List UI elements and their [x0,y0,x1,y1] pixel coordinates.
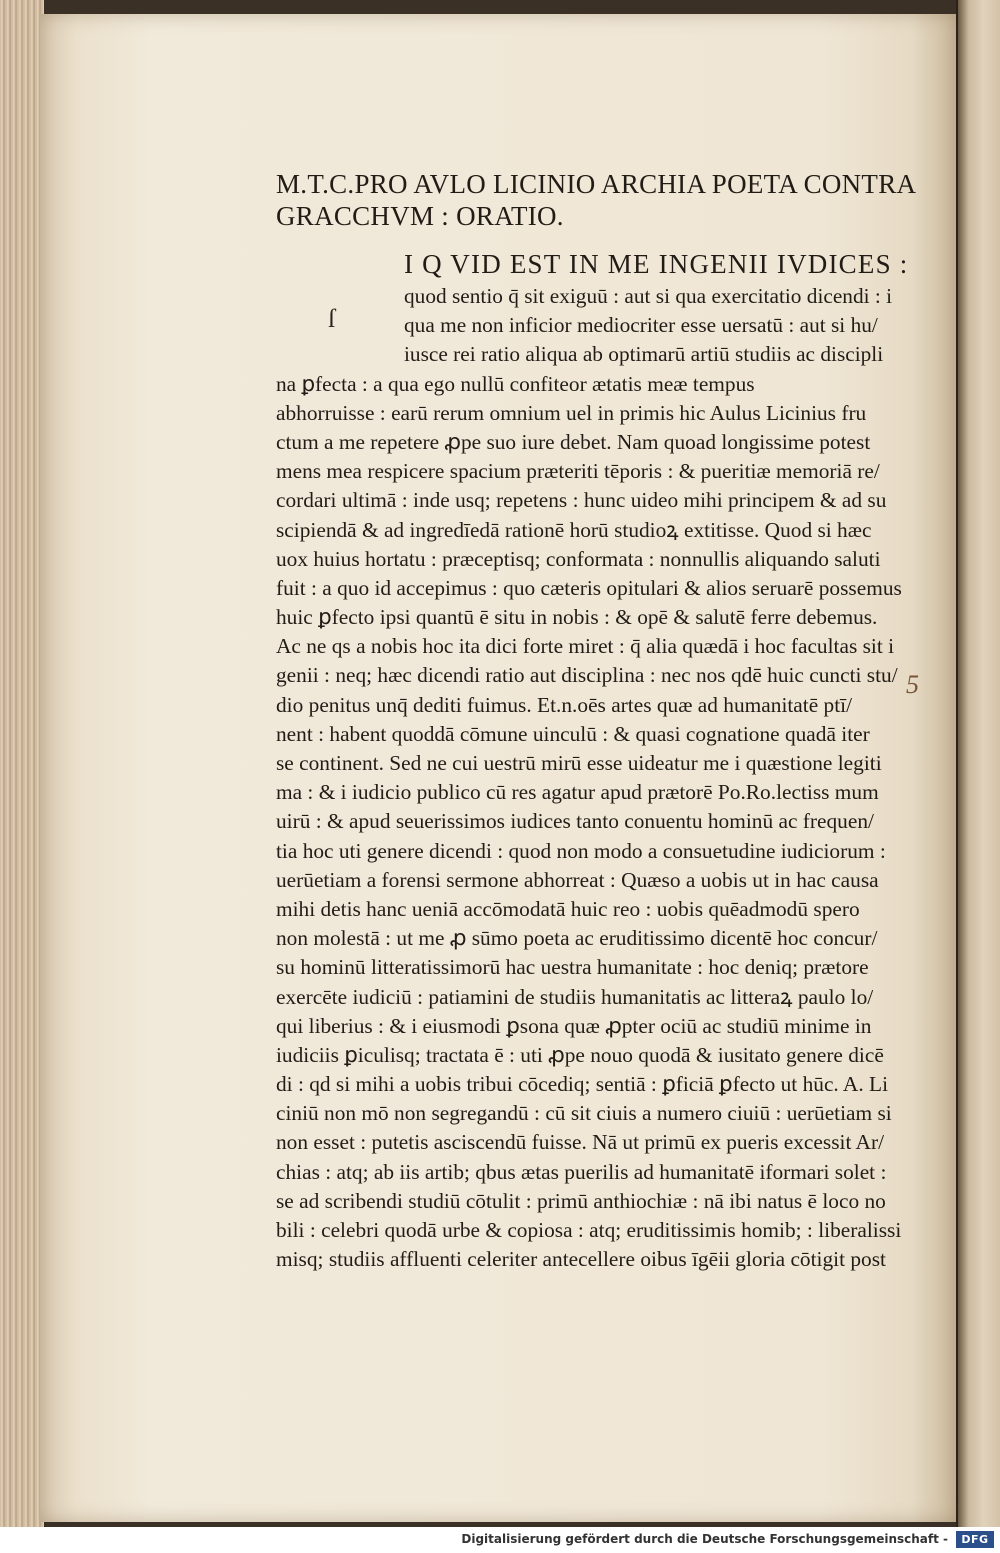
margin-guide-letter: ſ [328,304,336,333]
facing-page-edge [958,0,1000,1527]
text-line: bili : celebri quodā urbe & copiosa : atq; eruditissimis homib; : liberalissi [276,1218,902,1242]
text-line: dio penitus unq̄ dediti fuimus. Et.n.oēs artes quæ ad humanitatē ptī/ [276,692,853,717]
text-line: scipiendā & ad ingredīedā rationē horū studioꝝ extitisse. Quod si hæc [276,517,872,542]
text-line: chias : atq; ab iis artib; qbus ætas puerilis ad humanitatē iformari solet : [276,1159,887,1184]
text-line: qui liberius : & i eiusmodi ꝑsona quæ ꝓpter ociū ac studiū minime in [276,1013,872,1038]
text-line: misq; studiis affluenti celeriter antecellere oibus īgēii gloria cōtigit post [276,1247,886,1272]
text-line: quod sentio q̄ sit exiguū : aut si qua exercitatio dicendi : i [404,284,893,308]
printed-text-block [276,168,916,1274]
oration-title [276,168,916,232]
text-line: abhorruisse : earū rerum omnium uel in primis hic Aulus Licinius fru [276,400,867,425]
text-line: uirū : & apud seuerissimos iudices tanto conuentu hominū ac frequen/ [276,809,874,834]
text-line: uerūetiam a forensi sermone abhorreat : Quæso a uobis ut in hac causa [276,867,879,892]
text-line: ma : & i iudicio publico cū res agatur apud prætorē Po.Ro.lectiss mum [276,780,879,805]
text-line: non esset : putetis asciscendū fuisse. Nā ut primū ex pueris excessit Ar/ [276,1130,885,1155]
dfg-logo: DFG [956,1531,994,1548]
text-line: uox huius hortatu : præceptisq; conformata : nonnullis aliquando saluti [276,546,881,571]
text-line: genii : neq; hæc dicendi ratio aut disciplina : nec nos qdē huic cuncti stu/ [276,663,898,688]
text-line: iusce rei ratio aliqua ab optimarū artiū studiis ac discipli [404,342,884,367]
text-line: Ac ne qs a nobis hoc ita dici forte miret : q̄ alia quædā i hoc facultas sit i [276,634,895,659]
text-line: na ꝑfecta : a qua ego nullū confiteor ætatis meæ tempus [276,371,755,396]
text-line: mens mea respicere spacium præteriti tēporis : & pueritiæ memoriā re/ [276,459,880,484]
text-line: di : qd si mihi a uobis tribui cōcediq; sentiā : ꝑficiā ꝑfecto ut hūc. A. Li [276,1072,889,1097]
incipit-line: I Q VID EST IN ME INGENII IVDICES : [404,249,909,279]
text-line: ciniū non mō non segregandū : cū sit ciuis a numero ciuiū : uerūetiam si [276,1101,892,1126]
text-line: se ad scribendi studiū cōtulit : primū anthiochiæ : nā ibi natus ē loco no [276,1188,886,1213]
text-line: nent : habent quoddā cōmune uinculū : & quasi cognatione quadā iter [276,721,870,746]
title-line-1: M.T.C.PRO AVLO LICINIO ARCHIA POETA CONTRA [276,169,917,199]
text-line: tia hoc uti genere dicendi : quod non modo a consuetudine iudiciorum : [276,838,886,863]
text-line: qua me non inficior mediocriter esse uersatū : aut si hu/ [404,313,878,338]
margin-annotation: 5 [906,670,919,699]
text-line: non molestā : ut me ꝓ sūmo poeta ac eruditissimo dicentē hoc concur/ [276,926,878,951]
title-line-2: GRACCHVM : ORATIO. [276,201,564,231]
text-line: exercēte iudiciū : patiamini de studiis humanitatis ac litteraꝝ paulo lo/ [276,984,874,1009]
funding-credit: Digitalisierung gefördert durch die Deutsche Forschungsgemeinschaft - [461,1532,948,1546]
digitization-footer [0,1527,1000,1553]
text-line: mihi detis hanc ueniā accōmodatā huic reo : uobis quēadmodū spero [276,896,860,921]
text-line: iudiciis ꝑiculisq; tractata ē : uti ꝓpe nouo quodā & iusitato genere dicē [276,1042,884,1067]
body-text [276,282,916,1274]
text-line: fuit : a quo id accepimus : quo cæteris opitulari & alios seruarē possemus [276,575,902,600]
text-line: cordari ultimā : inde usq; repetens : hunc uideo mihi principem & ad su [276,488,887,513]
text-line: huic ꝑfecto ipsi quantū ē situ in nobis : & opē & salutē ferre debemus. [276,605,878,630]
page-stack-left-edges [0,0,44,1527]
text-line: su hominū litteratissimorū hac uestra humanitate : hoc deniq; prætore [276,955,869,980]
text-line: ctum a me repetere ꝓpe suo iure debet. Nam quoad longissime potest [276,429,871,454]
text-line: se continent. Sed ne cui uestrū mirū esse uideatur me i quæstione legiti [276,751,882,775]
